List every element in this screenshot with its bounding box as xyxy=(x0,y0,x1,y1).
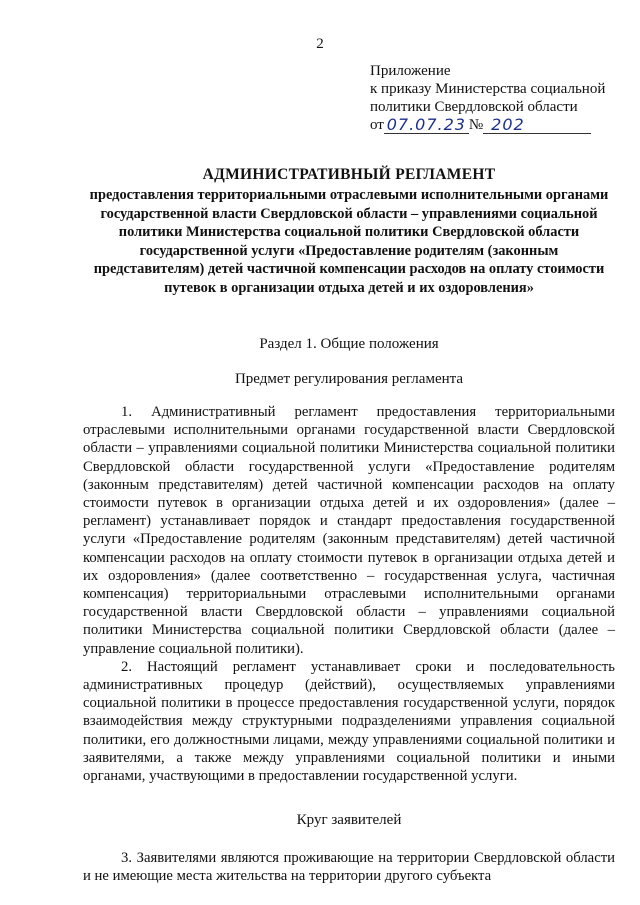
appendix-line-2: к приказу Министерства социальной xyxy=(370,81,606,97)
section-heading: Раздел 1. Общие положения xyxy=(259,336,439,352)
page-number: 2 xyxy=(316,36,324,52)
applicants-heading: Круг заявителей xyxy=(296,812,402,829)
appendix-line-1: Приложение xyxy=(370,63,451,79)
appendix-block xyxy=(370,62,632,134)
paragraph-2: 2. Настоящий регламент устанавливает сроки и последовательность административных процедур (действий), осуществляемых управлениями социальной политики в процессе предоставления государственной услуги, порядок взаимодействия между структурными подразделениями управления социальной политики, его должностными лицами, между управлениями социальной политики и заявителями, а также между управлениями социальной политики и иными органами, участвующими в предоставлении государственной услуги. xyxy=(83,658,615,785)
order-date-number-line xyxy=(370,116,632,134)
subject-heading: Предмет регулирования регламента xyxy=(234,371,464,387)
handwritten-date: 07.07.23 xyxy=(384,117,469,134)
paragraph-3: 3. Заявителями являются проживающие на территории Свердловской области и не имеющие места жительства на территории другого субъекта xyxy=(83,850,615,885)
document-title: АДМИНИСТРАТИВНЫЙ РЕГЛАМЕНТ xyxy=(202,166,496,183)
document-subtitle: предоставления территориальными отраслевыми исполнительными органами государственной власти Свердловской области – управлениями социальной политики Министерства социальной политики Свердловской области государственной услуги «Предоставление родителям (законным представителям) детей частичной компенсации расходов на оплату стоимости путевок в организации отдыха детей и их оздоровления» xyxy=(89,187,609,296)
paragraph-1: 1. Административный регламент предоставления территориальными отраслевыми исполнительными органами государственной власти Свердловской области – управлениями социальной политики Министерства социальной политики Свердловской области государственной услуги «Предоставление родителям (законным представителям) детей частичной компенсации расходов на оплату стоимости путевок в организации отдыха детей и их оздоровления» (далее – регламент) устанавливает порядок и стандарт предоставления государственной услуги «Предоставление родителям (законным представителям) детей частичной компенсации расходов на оплату стоимости путевок в организации отдыха детей и их оздоровления» (далее соответственно – государственная услуга, частичная компенсация) территориальными отраслевыми исполнительными органами государственной власти Свердловской области – управлениями социальной политики Министерства социальной политики Свердловской области (далее – управление социальной политики). xyxy=(83,404,615,657)
document-body xyxy=(83,166,615,886)
appendix-line-3: политики Свердловской области xyxy=(370,99,578,115)
number-prefix: № xyxy=(468,117,484,133)
date-prefix: от xyxy=(370,117,384,133)
handwritten-order-number: 202 xyxy=(483,117,591,134)
